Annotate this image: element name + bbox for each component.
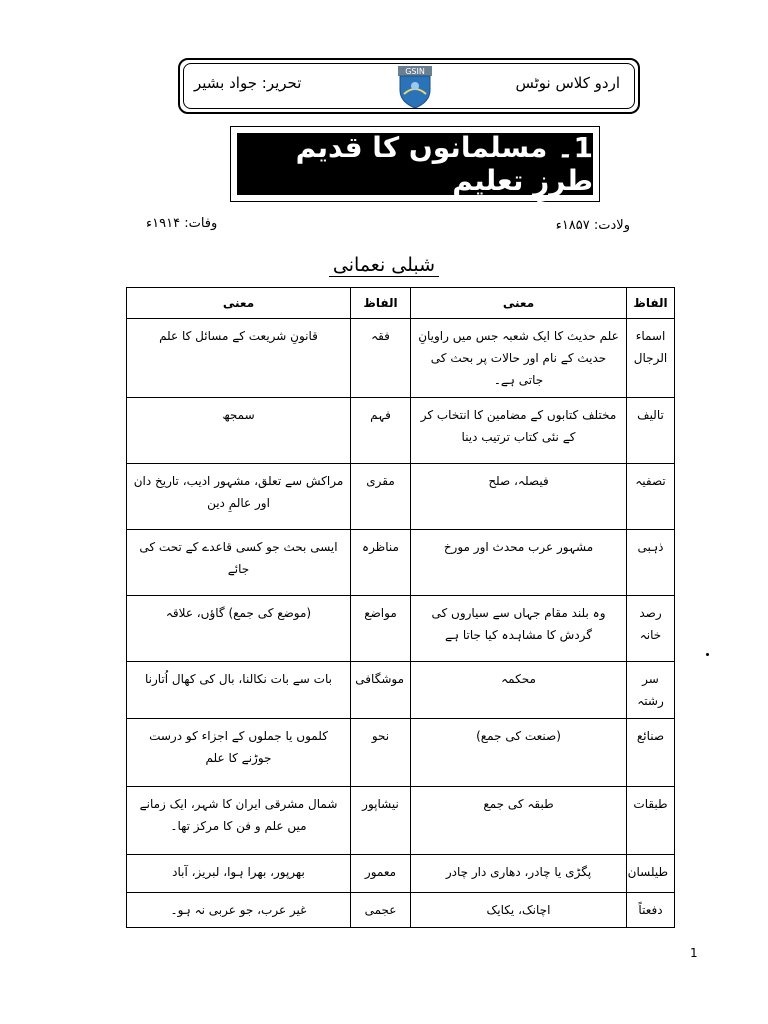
word-cell: طیلسان [627, 855, 675, 893]
meaning-cell: علم حدیث کا ایک شعبہ جس میں راویانِ حدیث کے نام اور حالات پر بحث کی جاتی ہے۔ [411, 319, 627, 398]
meaning-cell: بات سے بات نکالنا، بال کی کھال اُتارنا [127, 662, 351, 719]
header-meaning-2: معنی [127, 288, 351, 319]
meaning-cell: بھرپور، بھرا ہوا، لبریز، آباد [127, 855, 351, 893]
meaning-cell: (موضع کی جمع) گاؤں، علاقہ [127, 596, 351, 662]
meaning-cell: اچانک، یکایک [411, 893, 627, 928]
vocabulary-table [126, 287, 675, 928]
lesson-title-frame [230, 126, 600, 202]
page-number: 1 [690, 946, 698, 960]
word-cell: صنائع [627, 719, 675, 787]
table-row [127, 719, 675, 787]
word-cell: مناظرہ [351, 530, 411, 596]
table-row [127, 596, 675, 662]
word-cell: معمور [351, 855, 411, 893]
word-cell: مواضع [351, 596, 411, 662]
death-date: وفات: ۱۹۱۴ء [146, 216, 218, 231]
meaning-cell: وہ بلند مقام جہاں سے سیاروں کی گردش کا مشاہدہ کیا جاتا ہے [411, 596, 627, 662]
meaning-cell: سمجھ [127, 398, 351, 464]
meaning-cell: ایسی بحث جو کسی قاعدے کے تحت کی جائے [127, 530, 351, 596]
word-cell: تالیف [627, 398, 675, 464]
lesson-title: 1۔ مسلمانوں کا قدیم طرزِ تعلیم [237, 133, 593, 195]
header-word-2: الفاظ [351, 288, 411, 319]
word-cell: نحو [351, 719, 411, 787]
word-cell: اسماء الرجال [627, 319, 675, 398]
word-cell: طبقات [627, 787, 675, 855]
word-cell: رصد خانہ [627, 596, 675, 662]
word-cell: موشگافی [351, 662, 411, 719]
table-row [127, 398, 675, 464]
table-row [127, 787, 675, 855]
word-cell: دفعتاً [627, 893, 675, 928]
table-row [127, 662, 675, 719]
meaning-cell: (صنعت کی جمع) [411, 719, 627, 787]
table-row [127, 319, 675, 398]
header-word-1: الفاظ [627, 288, 675, 319]
word-cell: نیشاپور [351, 787, 411, 855]
header-box [178, 58, 640, 114]
word-cell: مقری [351, 464, 411, 530]
logo-text: GSIN [405, 67, 425, 76]
meaning-cell: محکمہ [411, 662, 627, 719]
word-cell: فقہ [351, 319, 411, 398]
header-meaning-1: معنی [411, 288, 627, 319]
table-header-row [127, 288, 675, 319]
meaning-cell: طبقہ کی جمع [411, 787, 627, 855]
table-row [127, 893, 675, 928]
meaning-cell: فیصلہ، صلح [411, 464, 627, 530]
meaning-cell: شمال مشرقی ایران کا شہر، ایک زمانے میں علم و فن کا مرکز تھا۔ [127, 787, 351, 855]
meaning-cell: مشہور عرب محدث اور مورخ [411, 530, 627, 596]
word-cell: تصفیہ [627, 464, 675, 530]
shield-emblem-icon [394, 64, 436, 110]
meaning-cell: قانونِ شریعت کے مسائل کا علم [127, 319, 351, 398]
birth-date: ولادت: ۱۸۵۷ء [555, 218, 630, 233]
meaning-cell: پگڑی یا چادر، دھاری دار چادر [411, 855, 627, 893]
word-cell: عجمی [351, 893, 411, 928]
word-cell: ذہبی [627, 530, 675, 596]
author-name-heading [0, 254, 768, 276]
table-row [127, 530, 675, 596]
header-subject: اردو کلاس نوٹس [515, 74, 620, 92]
meaning-cell: مختلف کتابوں کے مضامین کا انتخاب کر کے نئی کتاب ترتیب دینا [411, 398, 627, 464]
meaning-cell: مراکش سے تعلق، مشہور ادیب، تاریخ دان اور عالمِ دین [127, 464, 351, 530]
table-row [127, 855, 675, 893]
meaning-cell: غیر عرب، جو عربی نہ ہو۔ [127, 893, 351, 928]
word-cell: سر رشتہ [627, 662, 675, 719]
meaning-cell: کلموں یا جملوں کے اجزاء کو درست جوڑنے کا علم [127, 719, 351, 787]
stray-dot [706, 653, 709, 656]
author-credit: تحریر: جواد بشیر [194, 74, 302, 92]
author-name: شبلی نعمانی [329, 254, 439, 277]
table-row [127, 464, 675, 530]
word-cell: فہم [351, 398, 411, 464]
